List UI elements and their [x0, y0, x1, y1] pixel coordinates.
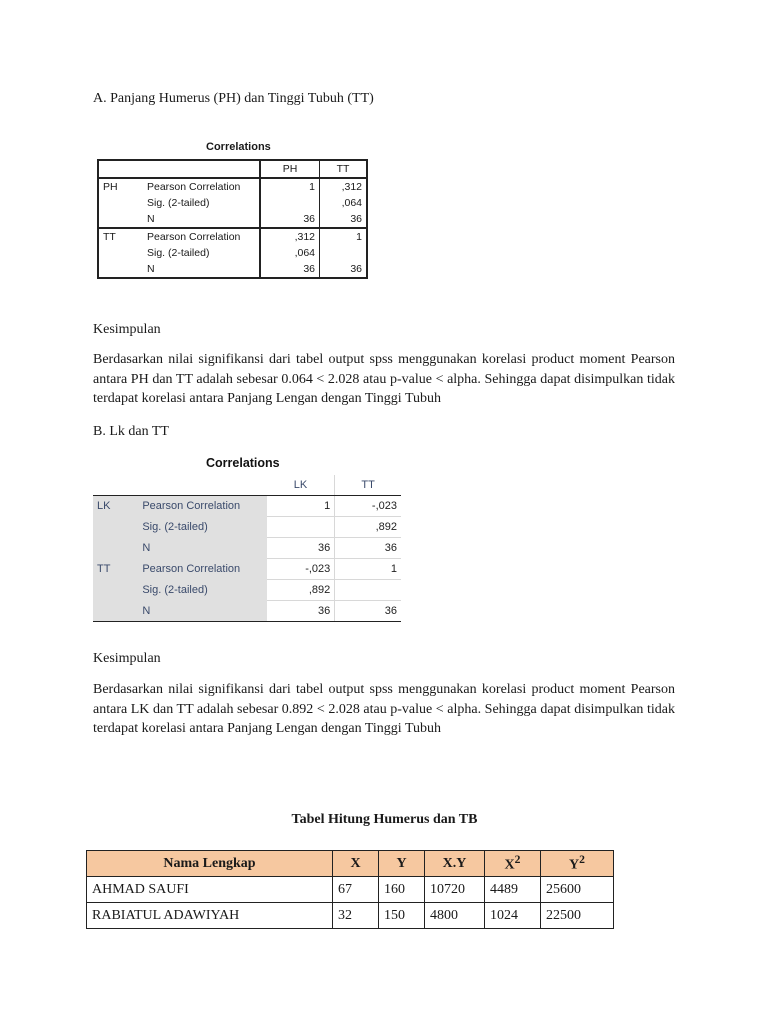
- table1-group-label: TT: [103, 231, 116, 243]
- table2-stat-label: N: [138, 538, 266, 559]
- table3-cell-y2: 22500: [541, 903, 614, 929]
- table1-cell: ,312: [341, 181, 362, 193]
- table3-cell-x: 67: [333, 877, 379, 903]
- table-row: [93, 559, 401, 580]
- table1-cell: [320, 245, 368, 261]
- table3-cell-name: AHMAD SAUFI: [87, 877, 333, 903]
- table1-stat-label: N: [143, 261, 260, 278]
- table1-cell: 1: [260, 178, 320, 195]
- conclusion-b-label: Kesimpulan: [93, 651, 161, 666]
- table3-header-row: [87, 851, 614, 877]
- table3-cell-x2: 1024: [485, 903, 541, 929]
- table3-header-name: Nama Lengkap: [87, 851, 333, 877]
- table2-cell: ,892: [267, 580, 335, 601]
- table1-stat-label: N: [143, 211, 260, 228]
- table3-cell-xy: 10720: [425, 877, 485, 903]
- table3-header-y2: [541, 851, 614, 877]
- table3-cell-y: 160: [379, 877, 425, 903]
- table1-stat-label: Pearson Correlation: [143, 178, 260, 195]
- table3-cell-name: RABIATUL ADAWIYAH: [87, 903, 333, 929]
- table-row: [93, 496, 401, 517]
- table3-cell-y2: 25600: [541, 877, 614, 903]
- table2-col-header: LK: [267, 475, 335, 496]
- table2-group-label: [93, 517, 138, 538]
- table1-cell: 36: [260, 261, 320, 278]
- table1-stat-label: Sig. (2-tailed): [143, 195, 260, 211]
- table3-header-x2-base: X: [504, 857, 515, 873]
- table2-stat-label: Pearson Correlation: [138, 496, 266, 517]
- table1-cell: 36: [260, 211, 320, 228]
- table-row: [93, 538, 401, 559]
- table1-group-label: [98, 195, 143, 211]
- table1-group-label: [98, 245, 143, 261]
- table-row: [98, 261, 367, 278]
- table2-col-header: TT: [335, 475, 401, 496]
- table2-stat-label: Pearson Correlation: [138, 559, 266, 580]
- table3-header-y2-base: Y: [569, 857, 580, 873]
- table1-header-row: [98, 160, 367, 178]
- table1-cell: 36: [320, 211, 368, 228]
- table1-cell: 36: [350, 263, 362, 275]
- table3-header-xy: X.Y: [425, 851, 485, 877]
- table3-cell-x: 32: [333, 903, 379, 929]
- table3-header-y2-sup: 2: [579, 853, 585, 867]
- table2-cell: -,023: [335, 496, 401, 517]
- table2-cell: 1: [335, 559, 401, 580]
- table2-cell: ,892: [335, 517, 401, 538]
- table2-cell: 36: [267, 601, 335, 622]
- table2-group-label: TT: [93, 559, 138, 580]
- table2-stat-label: N: [138, 601, 266, 622]
- table1-cell: ,064: [341, 197, 362, 209]
- table2-group-label: [93, 538, 138, 559]
- table1-col-header: PH: [260, 160, 320, 178]
- table2-stat-label: Sig. (2-tailed): [138, 580, 266, 601]
- table3-header-x: X: [333, 851, 379, 877]
- table2-title: Correlations: [206, 456, 280, 470]
- table1-col-header: TT: [320, 160, 368, 178]
- table2-cell: 36: [335, 538, 401, 559]
- table1-group-label: [98, 261, 143, 278]
- table-row: [93, 517, 401, 538]
- table2-cell: [267, 517, 335, 538]
- conclusion-b-text: Berdasarkan nilai signifikansi dari tabel output spss menggunakan korelasi product moment Pearson antara LK dan TT adalah sebesar 0.892 < 2.028 atau p-value < alpha. Sehingga dapat disimpulkan tidak terdapat korelasi antara Panjang Lengan dengan Tinggi Tubuh: [93, 682, 675, 736]
- table1-stat-label: Pearson Correlation: [143, 228, 260, 245]
- table1-cell: ,312: [260, 228, 320, 245]
- table2-cell: 36: [335, 601, 401, 622]
- table-row: [98, 195, 367, 211]
- table3-title: Tabel Hitung Humerus dan TB: [291, 812, 478, 827]
- table2-group-label: LK: [93, 496, 138, 517]
- table3-header-x2: [485, 851, 541, 877]
- table-row: [93, 580, 401, 601]
- table1-stat-label: Sig. (2-tailed): [143, 245, 260, 261]
- table3-cell-y: 150: [379, 903, 425, 929]
- table2-cell: 36: [267, 538, 335, 559]
- table3-header-y: Y: [379, 851, 425, 877]
- table1-cell: [260, 195, 320, 211]
- table2-group-label: [93, 580, 138, 601]
- table2-correlations: [93, 475, 401, 622]
- section-a-heading: A. Panjang Humerus (PH) dan Tinggi Tubuh (TT): [93, 91, 374, 106]
- table1-cell: 1: [356, 231, 362, 243]
- table1-title: Correlations: [206, 141, 271, 153]
- table2-cell: 1: [267, 496, 335, 517]
- section-b-heading: B. Lk dan TT: [93, 424, 169, 439]
- table-row: [87, 903, 614, 929]
- table1-group-label: [98, 211, 143, 228]
- table1-group-label: PH: [103, 181, 118, 193]
- table2-cell: [335, 580, 401, 601]
- table2-header-row: [93, 475, 401, 496]
- table3-cell-xy: 4800: [425, 903, 485, 929]
- table3-cell-x2: 4489: [485, 877, 541, 903]
- table2-group-label: [93, 601, 138, 622]
- table-row: [98, 245, 367, 261]
- table2-cell: -,023: [267, 559, 335, 580]
- table1-correlations: [97, 159, 368, 279]
- table2-stat-label: Sig. (2-tailed): [138, 517, 266, 538]
- table-row: [87, 877, 614, 903]
- table3-hitung: [86, 850, 614, 929]
- conclusion-a-label: Kesimpulan: [93, 322, 161, 337]
- table-row: [98, 228, 367, 245]
- conclusion-a-text: Berdasarkan nilai signifikansi dari tabel output spss menggunakan korelasi product moment Pearson antara PH dan TT adalah sebesar 0.064 < 2.028 atau p-value < alpha. Sehingga dapat disimpulkan tidak terdapat korelasi antara Panjang Lengan dengan Tinggi Tubuh: [93, 352, 675, 406]
- table-row: [93, 601, 401, 622]
- table1-cell: ,064: [260, 245, 320, 261]
- table3-header-x2-sup: 2: [514, 853, 521, 867]
- table-row: [98, 211, 367, 228]
- table-row: [98, 178, 367, 195]
